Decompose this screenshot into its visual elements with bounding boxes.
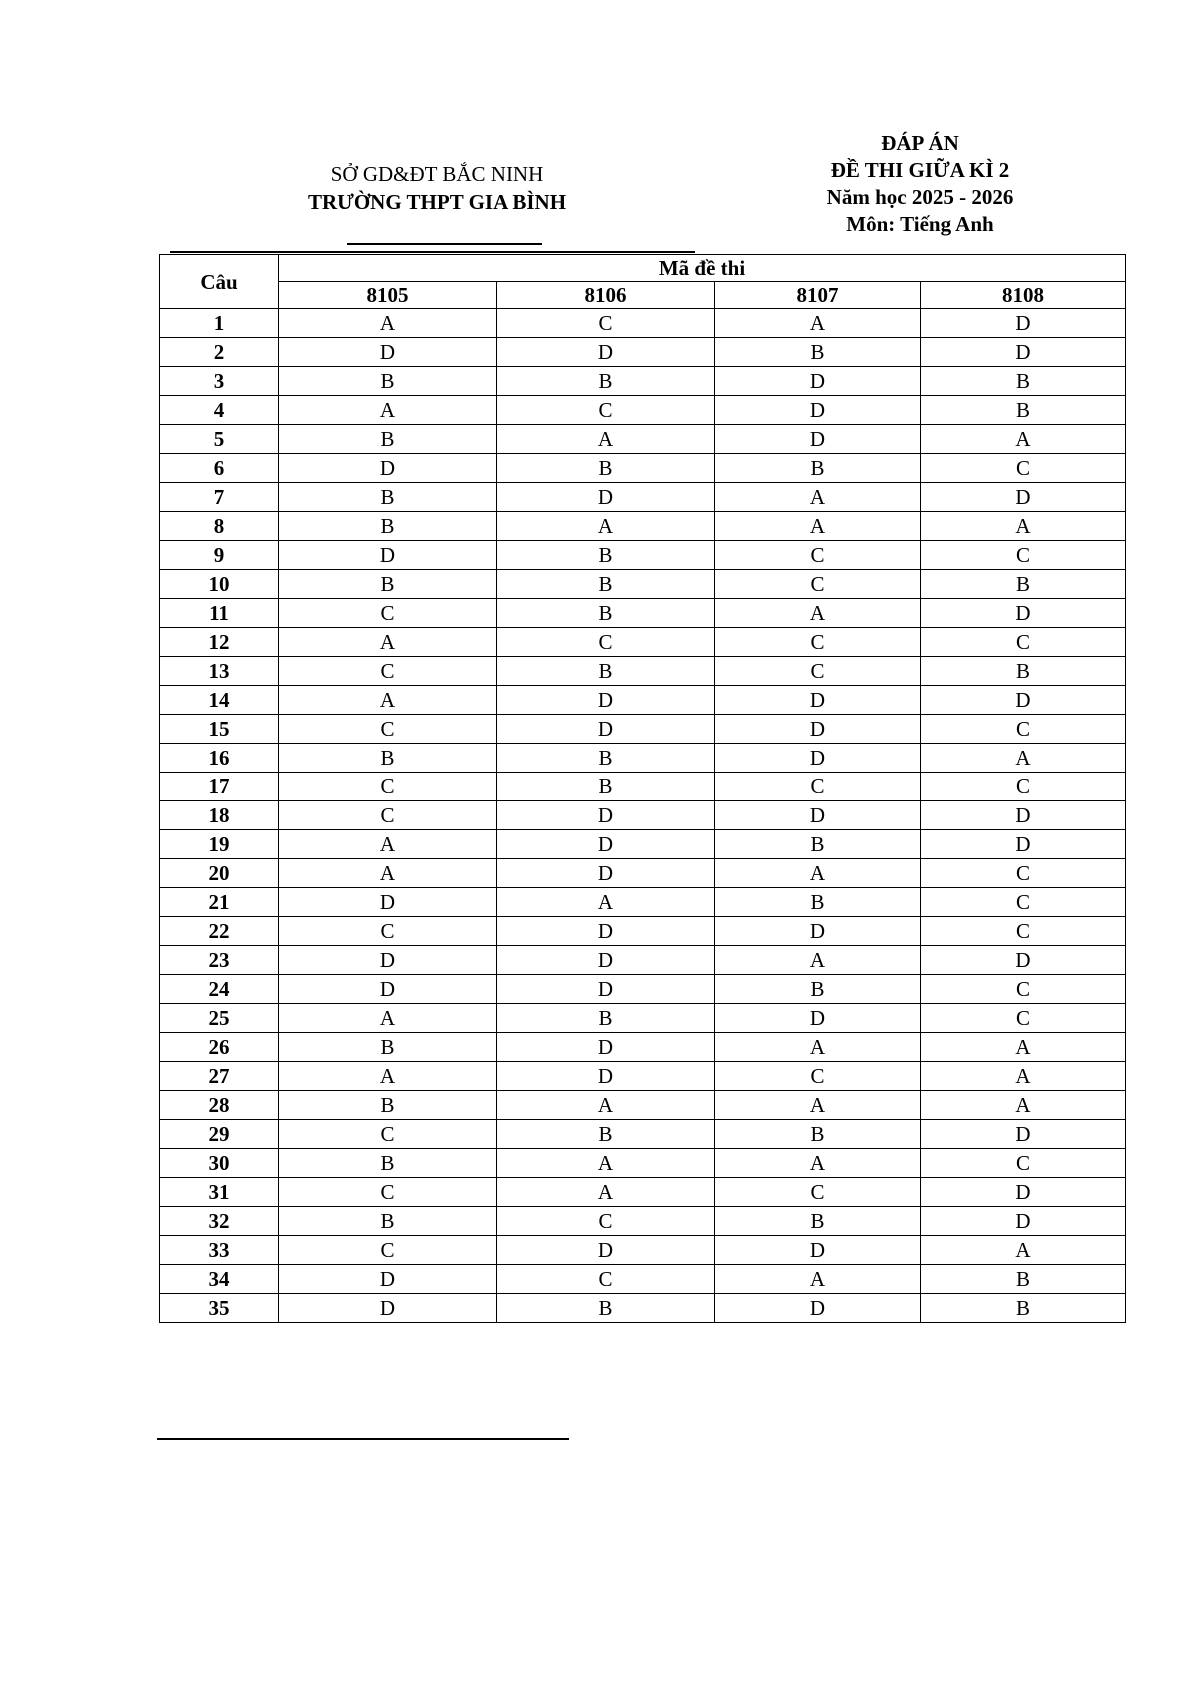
question-number: 19 bbox=[160, 830, 279, 859]
answer-cell: D bbox=[497, 714, 715, 743]
answer-cell: D bbox=[921, 830, 1126, 859]
table-row bbox=[160, 830, 1126, 859]
answer-cell: A bbox=[497, 1149, 715, 1178]
answer-cell: B bbox=[497, 1120, 715, 1149]
question-number: 26 bbox=[160, 1033, 279, 1062]
answer-cell: B bbox=[921, 569, 1126, 598]
answer-cell: D bbox=[921, 801, 1126, 830]
answer-cell: D bbox=[921, 685, 1126, 714]
answer-cell: A bbox=[497, 424, 715, 453]
answer-cell: D bbox=[715, 685, 921, 714]
answer-cell: C bbox=[921, 540, 1126, 569]
question-number: 32 bbox=[160, 1207, 279, 1236]
answer-cell: C bbox=[921, 1149, 1126, 1178]
answer-cell: C bbox=[497, 309, 715, 338]
table-row bbox=[160, 656, 1126, 685]
table-row bbox=[160, 395, 1126, 424]
question-number: 12 bbox=[160, 627, 279, 656]
answer-cell: C bbox=[279, 917, 497, 946]
answer-cell: A bbox=[715, 1264, 921, 1293]
answer-cell: B bbox=[279, 1149, 497, 1178]
table-row bbox=[160, 511, 1126, 540]
answer-cell: B bbox=[921, 1264, 1126, 1293]
answer-cell: C bbox=[497, 627, 715, 656]
answer-cell: B bbox=[279, 1033, 497, 1062]
question-number: 6 bbox=[160, 453, 279, 482]
answer-cell: D bbox=[921, 1178, 1126, 1207]
table-row bbox=[160, 309, 1126, 338]
answer-cell: A bbox=[497, 511, 715, 540]
answer-cell: D bbox=[715, 917, 921, 946]
answer-cell: D bbox=[497, 685, 715, 714]
answer-cell: A bbox=[921, 511, 1126, 540]
answer-cell: A bbox=[279, 1062, 497, 1091]
question-number: 23 bbox=[160, 946, 279, 975]
answer-cell: A bbox=[921, 1236, 1126, 1265]
answer-cell: D bbox=[921, 946, 1126, 975]
answer-cell: A bbox=[279, 309, 497, 338]
answer-cell: D bbox=[715, 424, 921, 453]
answer-cell: C bbox=[921, 888, 1126, 917]
answer-cell: B bbox=[497, 1293, 715, 1322]
answer-cell: C bbox=[497, 395, 715, 424]
question-number: 14 bbox=[160, 685, 279, 714]
answer-cell: D bbox=[279, 1264, 497, 1293]
answer-cell: B bbox=[279, 482, 497, 511]
table-row bbox=[160, 888, 1126, 917]
footer-line bbox=[157, 1438, 569, 1440]
school-underline bbox=[347, 243, 542, 245]
answer-cell: D bbox=[497, 946, 715, 975]
answer-cell: D bbox=[715, 1004, 921, 1033]
question-number: 1 bbox=[160, 309, 279, 338]
answer-cell: C bbox=[279, 1120, 497, 1149]
answer-cell: D bbox=[921, 1120, 1126, 1149]
answer-cell: D bbox=[497, 1033, 715, 1062]
exam-code-8106: 8106 bbox=[497, 282, 715, 309]
answer-cell: D bbox=[715, 1236, 921, 1265]
answer-cell: D bbox=[279, 540, 497, 569]
table-row bbox=[160, 627, 1126, 656]
table-row bbox=[160, 859, 1126, 888]
answer-cell: A bbox=[279, 859, 497, 888]
question-number: 11 bbox=[160, 598, 279, 627]
answer-cell: B bbox=[715, 975, 921, 1004]
question-number: 30 bbox=[160, 1149, 279, 1178]
answer-cell: B bbox=[497, 1004, 715, 1033]
answer-cell: D bbox=[279, 888, 497, 917]
answer-cell: B bbox=[279, 1091, 497, 1120]
answer-cell: A bbox=[715, 859, 921, 888]
table-row bbox=[160, 946, 1126, 975]
answer-cell: A bbox=[497, 888, 715, 917]
answer-cell: A bbox=[279, 830, 497, 859]
answer-cell: C bbox=[921, 627, 1126, 656]
answer-cell: A bbox=[715, 1091, 921, 1120]
table-row bbox=[160, 1120, 1126, 1149]
answer-cell: D bbox=[715, 395, 921, 424]
question-number: 33 bbox=[160, 1236, 279, 1265]
department-name: SỞ GD&ĐT BẮC NINH bbox=[330, 162, 544, 186]
answer-cell: A bbox=[921, 1091, 1126, 1120]
answer-cell: A bbox=[715, 511, 921, 540]
question-number: 34 bbox=[160, 1264, 279, 1293]
answer-cell: D bbox=[921, 1207, 1126, 1236]
question-column-header: Câu bbox=[160, 255, 279, 309]
question-number: 10 bbox=[160, 569, 279, 598]
table-row bbox=[160, 1293, 1126, 1322]
question-number: 9 bbox=[160, 540, 279, 569]
answer-cell: A bbox=[715, 946, 921, 975]
table-row bbox=[160, 917, 1126, 946]
table-row bbox=[160, 1062, 1126, 1091]
table-row bbox=[160, 1178, 1126, 1207]
answer-cell: A bbox=[279, 685, 497, 714]
question-number: 35 bbox=[160, 1293, 279, 1322]
answer-cell: B bbox=[279, 511, 497, 540]
answer-cell: B bbox=[279, 569, 497, 598]
answer-cell: D bbox=[279, 975, 497, 1004]
answer-cell: D bbox=[921, 598, 1126, 627]
answer-rows bbox=[160, 309, 1126, 1323]
answer-cell: B bbox=[497, 743, 715, 772]
answer-cell: C bbox=[279, 656, 497, 685]
school-name: TRƯỜNG THPT GIA BÌNH bbox=[307, 190, 567, 214]
document-title: ĐÁP ÁN bbox=[881, 131, 959, 155]
answer-cell: D bbox=[715, 1293, 921, 1322]
answer-cell: D bbox=[921, 309, 1126, 338]
answer-cell: C bbox=[921, 1004, 1126, 1033]
answer-cell: D bbox=[279, 1293, 497, 1322]
exam-code-header: Mã đề thi bbox=[279, 255, 1126, 282]
answer-cell: C bbox=[921, 453, 1126, 482]
answer-cell: C bbox=[497, 1207, 715, 1236]
exam-code-8108: 8108 bbox=[921, 282, 1126, 309]
answer-cell: A bbox=[715, 1149, 921, 1178]
answer-cell: A bbox=[497, 1091, 715, 1120]
table-row bbox=[160, 1236, 1126, 1265]
table-row bbox=[160, 1149, 1126, 1178]
table-row bbox=[160, 453, 1126, 482]
answer-cell: C bbox=[715, 540, 921, 569]
table-row bbox=[160, 801, 1126, 830]
answer-cell: D bbox=[279, 453, 497, 482]
question-number: 5 bbox=[160, 424, 279, 453]
answer-cell: C bbox=[921, 714, 1126, 743]
answer-cell: B bbox=[497, 598, 715, 627]
answer-cell: B bbox=[497, 772, 715, 801]
answer-cell: D bbox=[715, 714, 921, 743]
question-number: 4 bbox=[160, 395, 279, 424]
question-number: 29 bbox=[160, 1120, 279, 1149]
table-row bbox=[160, 366, 1126, 395]
table-row bbox=[160, 424, 1126, 453]
table-row bbox=[160, 1004, 1126, 1033]
exam-header bbox=[790, 130, 1050, 238]
table-row bbox=[160, 743, 1126, 772]
answer-cell: D bbox=[921, 337, 1126, 366]
exam-code-8107: 8107 bbox=[715, 282, 921, 309]
answer-cell: C bbox=[497, 1264, 715, 1293]
answer-cell: C bbox=[921, 772, 1126, 801]
answer-cell: B bbox=[497, 569, 715, 598]
answer-cell: D bbox=[921, 482, 1126, 511]
answer-cell: B bbox=[497, 540, 715, 569]
answer-cell: D bbox=[715, 743, 921, 772]
question-number: 16 bbox=[160, 743, 279, 772]
answer-cell: A bbox=[921, 424, 1126, 453]
answer-cell: D bbox=[497, 482, 715, 511]
answer-cell: C bbox=[279, 714, 497, 743]
table-row bbox=[160, 1091, 1126, 1120]
answer-cell: D bbox=[279, 337, 497, 366]
answer-key-table bbox=[159, 254, 1126, 1323]
question-number: 22 bbox=[160, 917, 279, 946]
table-row bbox=[160, 598, 1126, 627]
question-number: 21 bbox=[160, 888, 279, 917]
answer-cell: D bbox=[715, 801, 921, 830]
answer-cell: A bbox=[715, 482, 921, 511]
question-number: 15 bbox=[160, 714, 279, 743]
answer-cell: C bbox=[921, 859, 1126, 888]
answer-cell: B bbox=[497, 453, 715, 482]
answer-cell: C bbox=[715, 656, 921, 685]
answer-cell: D bbox=[497, 859, 715, 888]
answer-cell: C bbox=[715, 627, 921, 656]
question-number: 18 bbox=[160, 801, 279, 830]
table-row bbox=[160, 975, 1126, 1004]
question-number: 2 bbox=[160, 337, 279, 366]
answer-cell: A bbox=[279, 395, 497, 424]
table-row bbox=[160, 685, 1126, 714]
answer-cell: C bbox=[279, 1178, 497, 1207]
table-row bbox=[160, 569, 1126, 598]
answer-cell: C bbox=[279, 801, 497, 830]
answer-cell: A bbox=[279, 1004, 497, 1033]
answer-cell: D bbox=[279, 946, 497, 975]
answer-cell: D bbox=[497, 830, 715, 859]
answer-cell: B bbox=[497, 366, 715, 395]
answer-cell: B bbox=[921, 395, 1126, 424]
answer-cell: C bbox=[921, 975, 1126, 1004]
answer-cell: A bbox=[921, 743, 1126, 772]
answer-cell: C bbox=[279, 598, 497, 627]
exam-name: ĐỀ THI GIỮA KÌ 2 bbox=[830, 158, 1010, 182]
answer-cell: A bbox=[715, 1033, 921, 1062]
question-number: 27 bbox=[160, 1062, 279, 1091]
question-number: 31 bbox=[160, 1178, 279, 1207]
answer-cell: A bbox=[921, 1062, 1126, 1091]
question-number: 25 bbox=[160, 1004, 279, 1033]
question-number: 20 bbox=[160, 859, 279, 888]
school-year: Năm học 2025 - 2026 bbox=[826, 185, 1014, 209]
answer-cell: B bbox=[497, 656, 715, 685]
answer-cell: B bbox=[715, 1207, 921, 1236]
header-divider bbox=[170, 251, 695, 253]
table-row bbox=[160, 1264, 1126, 1293]
question-number: 8 bbox=[160, 511, 279, 540]
question-number: 7 bbox=[160, 482, 279, 511]
question-number: 3 bbox=[160, 366, 279, 395]
answer-cell: C bbox=[715, 772, 921, 801]
table-row bbox=[160, 1033, 1126, 1062]
answer-cell: D bbox=[497, 1062, 715, 1091]
answer-cell: C bbox=[921, 917, 1126, 946]
answer-cell: D bbox=[715, 366, 921, 395]
exam-code-8105: 8105 bbox=[279, 282, 497, 309]
table-row bbox=[160, 1207, 1126, 1236]
answer-cell: A bbox=[715, 598, 921, 627]
table-row bbox=[160, 772, 1126, 801]
question-number: 28 bbox=[160, 1091, 279, 1120]
question-number: 24 bbox=[160, 975, 279, 1004]
table-row bbox=[160, 714, 1126, 743]
answer-cell: C bbox=[715, 1178, 921, 1207]
answer-cell: A bbox=[715, 309, 921, 338]
answer-cell: B bbox=[921, 1293, 1126, 1322]
table-row bbox=[160, 337, 1126, 366]
answer-cell: D bbox=[497, 801, 715, 830]
answer-cell: B bbox=[715, 830, 921, 859]
answer-cell: C bbox=[715, 1062, 921, 1091]
answer-cell: B bbox=[279, 1207, 497, 1236]
answer-cell: A bbox=[921, 1033, 1126, 1062]
answer-cell: A bbox=[279, 627, 497, 656]
question-number: 13 bbox=[160, 656, 279, 685]
answer-cell: B bbox=[921, 366, 1126, 395]
question-number: 17 bbox=[160, 772, 279, 801]
subject: Môn: Tiếng Anh bbox=[846, 212, 994, 236]
answer-cell: A bbox=[497, 1178, 715, 1207]
answer-cell: B bbox=[715, 1120, 921, 1149]
answer-cell: B bbox=[715, 453, 921, 482]
school-header bbox=[262, 160, 612, 216]
answer-cell: D bbox=[497, 1236, 715, 1265]
table-row bbox=[160, 540, 1126, 569]
answer-cell: B bbox=[279, 743, 497, 772]
answer-cell: B bbox=[279, 424, 497, 453]
answer-cell: D bbox=[497, 337, 715, 366]
answer-cell: B bbox=[715, 337, 921, 366]
answer-cell: C bbox=[279, 772, 497, 801]
table-row bbox=[160, 482, 1126, 511]
answer-cell: D bbox=[497, 917, 715, 946]
answer-cell: C bbox=[715, 569, 921, 598]
answer-cell: C bbox=[279, 1236, 497, 1265]
answer-cell: B bbox=[279, 366, 497, 395]
answer-cell: D bbox=[497, 975, 715, 1004]
answer-cell: B bbox=[715, 888, 921, 917]
answer-cell: B bbox=[921, 656, 1126, 685]
